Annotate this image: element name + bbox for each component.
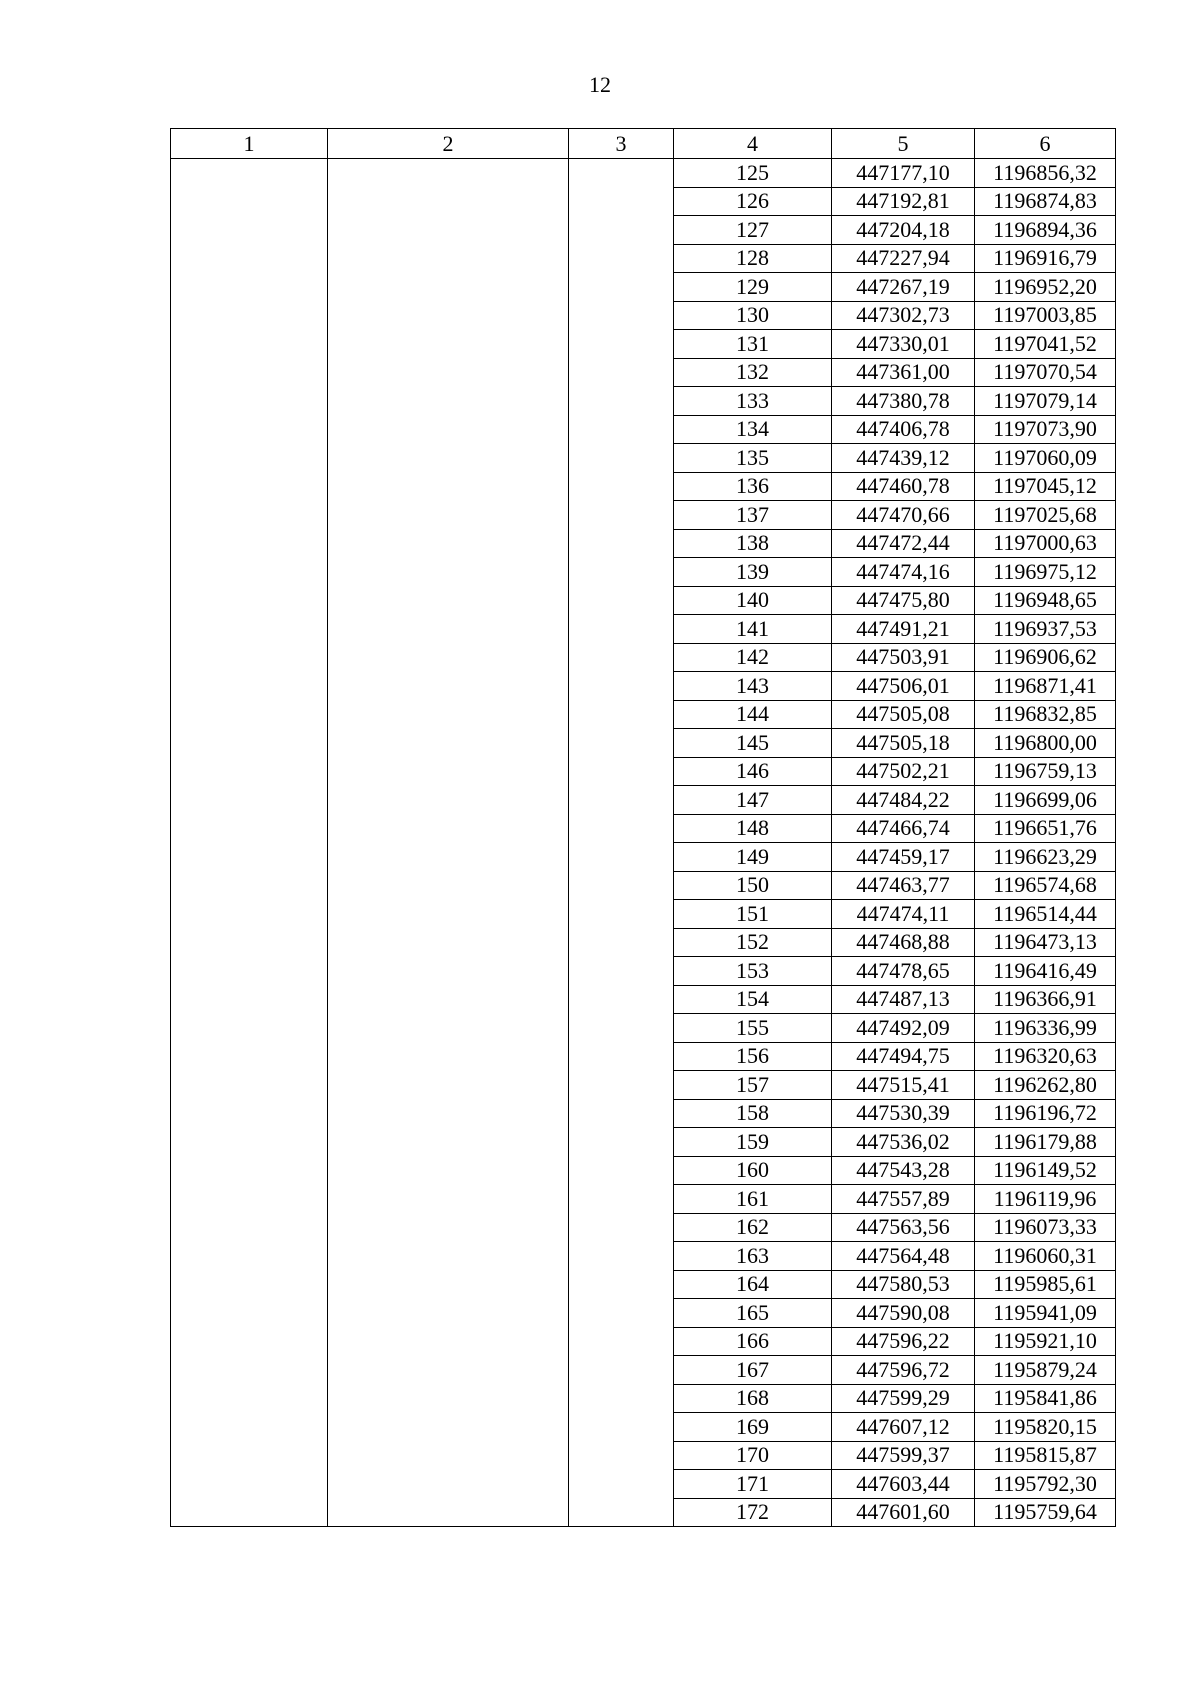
y-coordinate-cell: 1197073,90 [975,415,1116,444]
point-number-cell: 141 [674,615,832,644]
coordinates-table [170,128,1116,1527]
x-coordinate-cell: 447472,44 [832,529,975,558]
column-header-3: 3 [569,129,674,159]
point-number-cell: 169 [674,1413,832,1442]
y-coordinate-cell: 1196262,80 [975,1071,1116,1100]
y-coordinate-cell: 1196759,13 [975,757,1116,786]
y-coordinate-cell: 1196119,96 [975,1185,1116,1214]
table-header [171,129,1116,159]
y-coordinate-cell: 1196894,36 [975,216,1116,245]
y-coordinate-cell: 1196623,29 [975,843,1116,872]
point-number-cell: 172 [674,1498,832,1527]
y-coordinate-cell: 1196906,62 [975,643,1116,672]
x-coordinate-cell: 447330,01 [832,330,975,359]
y-coordinate-cell: 1195820,15 [975,1413,1116,1442]
x-coordinate-cell: 447361,00 [832,358,975,387]
y-coordinate-cell: 1196832,85 [975,700,1116,729]
y-coordinate-cell: 1196856,32 [975,159,1116,188]
y-coordinate-cell: 1195815,87 [975,1441,1116,1470]
y-coordinate-cell: 1197070,54 [975,358,1116,387]
point-number-cell: 128 [674,244,832,273]
x-coordinate-cell: 447192,81 [832,187,975,216]
x-coordinate-cell: 447439,12 [832,444,975,473]
y-coordinate-cell: 1195879,24 [975,1356,1116,1385]
x-coordinate-cell: 447599,37 [832,1441,975,1470]
point-number-cell: 135 [674,444,832,473]
column-header-2: 2 [328,129,569,159]
point-number-cell: 151 [674,900,832,929]
table-row [171,159,1116,188]
x-coordinate-cell: 447506,01 [832,672,975,701]
y-coordinate-cell: 1195759,64 [975,1498,1116,1527]
x-coordinate-cell: 447607,12 [832,1413,975,1442]
x-coordinate-cell: 447596,22 [832,1327,975,1356]
point-number-cell: 143 [674,672,832,701]
x-coordinate-cell: 447543,28 [832,1156,975,1185]
y-coordinate-cell: 1196073,33 [975,1213,1116,1242]
empty-cell-col-1 [171,159,328,1527]
point-number-cell: 130 [674,301,832,330]
y-coordinate-cell: 1195941,09 [975,1299,1116,1328]
y-coordinate-cell: 1196179,88 [975,1128,1116,1157]
x-coordinate-cell: 447596,72 [832,1356,975,1385]
empty-cell-col-2 [328,159,569,1527]
point-number-cell: 146 [674,757,832,786]
point-number-cell: 157 [674,1071,832,1100]
column-header-1: 1 [171,129,328,159]
x-coordinate-cell: 447530,39 [832,1099,975,1128]
point-number-cell: 126 [674,187,832,216]
x-coordinate-cell: 447474,11 [832,900,975,929]
point-number-cell: 132 [674,358,832,387]
point-number-cell: 125 [674,159,832,188]
y-coordinate-cell: 1196060,31 [975,1242,1116,1271]
point-number-cell: 140 [674,586,832,615]
column-header-4: 4 [674,129,832,159]
y-coordinate-cell: 1196149,52 [975,1156,1116,1185]
y-coordinate-cell: 1196937,53 [975,615,1116,644]
point-number-cell: 167 [674,1356,832,1385]
point-number-cell: 161 [674,1185,832,1214]
y-coordinate-cell: 1196366,91 [975,985,1116,1014]
y-coordinate-cell: 1195841,86 [975,1384,1116,1413]
x-coordinate-cell: 447487,13 [832,985,975,1014]
x-coordinate-cell: 447484,22 [832,786,975,815]
point-number-cell: 159 [674,1128,832,1157]
y-coordinate-cell: 1196874,83 [975,187,1116,216]
x-coordinate-cell: 447505,08 [832,700,975,729]
point-number-cell: 147 [674,786,832,815]
point-number-cell: 168 [674,1384,832,1413]
x-coordinate-cell: 447603,44 [832,1470,975,1499]
x-coordinate-cell: 447459,17 [832,843,975,872]
point-number-cell: 158 [674,1099,832,1128]
point-number-cell: 127 [674,216,832,245]
point-number-cell: 139 [674,558,832,587]
y-coordinate-cell: 1195985,61 [975,1270,1116,1299]
point-number-cell: 153 [674,957,832,986]
point-number-cell: 155 [674,1014,832,1043]
point-number-cell: 152 [674,928,832,957]
table-body [171,159,1116,1527]
point-number-cell: 145 [674,729,832,758]
x-coordinate-cell: 447557,89 [832,1185,975,1214]
point-number-cell: 165 [674,1299,832,1328]
column-header-6: 6 [975,129,1116,159]
x-coordinate-cell: 447474,16 [832,558,975,587]
x-coordinate-cell: 447515,41 [832,1071,975,1100]
x-coordinate-cell: 447563,56 [832,1213,975,1242]
point-number-cell: 160 [674,1156,832,1185]
point-number-cell: 171 [674,1470,832,1499]
x-coordinate-cell: 447460,78 [832,472,975,501]
y-coordinate-cell: 1196416,49 [975,957,1116,986]
y-coordinate-cell: 1196320,63 [975,1042,1116,1071]
y-coordinate-cell: 1196473,13 [975,928,1116,957]
point-number-cell: 162 [674,1213,832,1242]
y-coordinate-cell: 1196975,12 [975,558,1116,587]
x-coordinate-cell: 447502,21 [832,757,975,786]
point-number-cell: 163 [674,1242,832,1271]
x-coordinate-cell: 447478,65 [832,957,975,986]
x-coordinate-cell: 447267,19 [832,273,975,302]
point-number-cell: 136 [674,472,832,501]
x-coordinate-cell: 447177,10 [832,159,975,188]
y-coordinate-cell: 1196699,06 [975,786,1116,815]
point-number-cell: 148 [674,814,832,843]
empty-cell-col-3 [569,159,674,1527]
y-coordinate-cell: 1196800,00 [975,729,1116,758]
point-number-cell: 133 [674,387,832,416]
y-coordinate-cell: 1196514,44 [975,900,1116,929]
y-coordinate-cell: 1197000,63 [975,529,1116,558]
x-coordinate-cell: 447470,66 [832,501,975,530]
x-coordinate-cell: 447475,80 [832,586,975,615]
x-coordinate-cell: 447227,94 [832,244,975,273]
point-number-cell: 137 [674,501,832,530]
point-number-cell: 134 [674,415,832,444]
x-coordinate-cell: 447503,91 [832,643,975,672]
y-coordinate-cell: 1196651,76 [975,814,1116,843]
point-number-cell: 149 [674,843,832,872]
y-coordinate-cell: 1197045,12 [975,472,1116,501]
point-number-cell: 131 [674,330,832,359]
point-number-cell: 142 [674,643,832,672]
y-coordinate-cell: 1196952,20 [975,273,1116,302]
x-coordinate-cell: 447466,74 [832,814,975,843]
x-coordinate-cell: 447505,18 [832,729,975,758]
x-coordinate-cell: 447492,09 [832,1014,975,1043]
x-coordinate-cell: 447204,18 [832,216,975,245]
x-coordinate-cell: 447302,73 [832,301,975,330]
y-coordinate-cell: 1196336,99 [975,1014,1116,1043]
y-coordinate-cell: 1196948,65 [975,586,1116,615]
point-number-cell: 144 [674,700,832,729]
page-number: 12 [589,72,611,97]
y-coordinate-cell: 1197025,68 [975,501,1116,530]
x-coordinate-cell: 447494,75 [832,1042,975,1071]
point-number-cell: 129 [674,273,832,302]
x-coordinate-cell: 447599,29 [832,1384,975,1413]
point-number-cell: 170 [674,1441,832,1470]
y-coordinate-cell: 1197041,52 [975,330,1116,359]
y-coordinate-cell: 1197060,09 [975,444,1116,473]
point-number-cell: 156 [674,1042,832,1071]
header-row [171,129,1116,159]
x-coordinate-cell: 447380,78 [832,387,975,416]
point-number-cell: 166 [674,1327,832,1356]
x-coordinate-cell: 447406,78 [832,415,975,444]
x-coordinate-cell: 447564,48 [832,1242,975,1271]
x-coordinate-cell: 447580,53 [832,1270,975,1299]
x-coordinate-cell: 447463,77 [832,871,975,900]
point-number-cell: 164 [674,1270,832,1299]
y-coordinate-cell: 1195792,30 [975,1470,1116,1499]
point-number-cell: 150 [674,871,832,900]
y-coordinate-cell: 1196871,41 [975,672,1116,701]
point-number-cell: 154 [674,985,832,1014]
y-coordinate-cell: 1196574,68 [975,871,1116,900]
y-coordinate-cell: 1197079,14 [975,387,1116,416]
y-coordinate-cell: 1196916,79 [975,244,1116,273]
x-coordinate-cell: 447536,02 [832,1128,975,1157]
y-coordinate-cell: 1196196,72 [975,1099,1116,1128]
x-coordinate-cell: 447468,88 [832,928,975,957]
x-coordinate-cell: 447590,08 [832,1299,975,1328]
y-coordinate-cell: 1195921,10 [975,1327,1116,1356]
point-number-cell: 138 [674,529,832,558]
x-coordinate-cell: 447601,60 [832,1498,975,1527]
column-header-5: 5 [832,129,975,159]
x-coordinate-cell: 447491,21 [832,615,975,644]
y-coordinate-cell: 1197003,85 [975,301,1116,330]
